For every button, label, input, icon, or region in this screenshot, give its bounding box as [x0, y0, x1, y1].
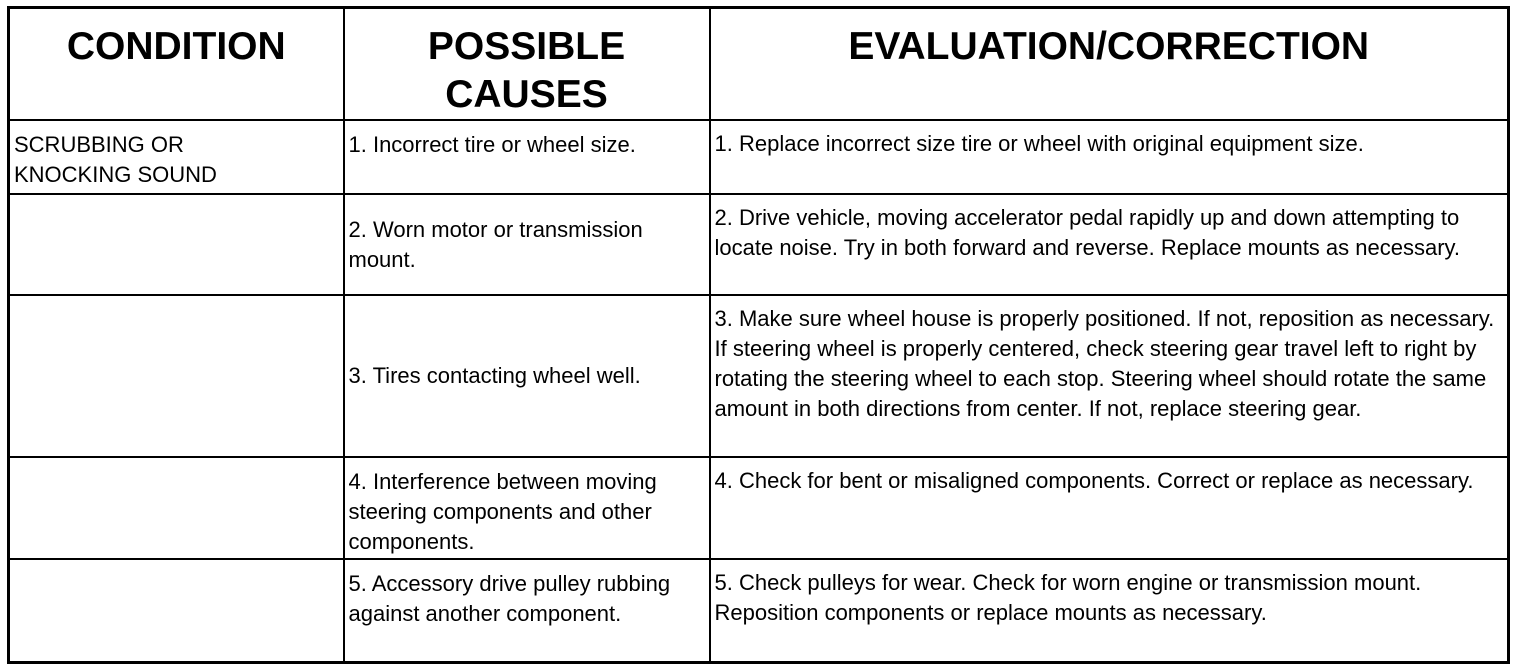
condition-line2: KNOCKING SOUND: [14, 162, 217, 187]
table-row: [9, 457, 1509, 559]
header-evaluation-label: EVALUATION/CORRECTION: [848, 25, 1370, 68]
condition-line1: SCRUBBING OR: [14, 132, 184, 157]
cause-text: 4. Interference between moving steering components and other components.: [348, 469, 657, 554]
cause-cell: [344, 559, 710, 662]
header-possible-causes-line2: CAUSES: [445, 73, 608, 116]
table-row: [9, 295, 1509, 457]
correction-text: 5. Check pulleys for wear. Check for worn engine or transmission mount. Reposition components or replace mounts as necessary.: [714, 570, 1422, 625]
cause-text: 2. Worn motor or transmission mount.: [348, 216, 643, 272]
cause-cell: [344, 457, 710, 559]
correction-text: 1. Replace incorrect size tire or wheel with original equipment size.: [714, 131, 1364, 156]
header-possible-causes: [344, 8, 710, 121]
header-row: [9, 8, 1509, 121]
diagnosis-table: [7, 6, 1510, 664]
cause-text: 3. Tires contacting wheel well.: [348, 363, 641, 388]
condition-cell-empty: [9, 457, 344, 559]
table-row: [9, 120, 1509, 194]
correction-text: 4. Check for bent or misaligned components. Correct or replace as necessary.: [714, 468, 1474, 493]
correction-cell: [710, 559, 1509, 662]
cause-cell: [344, 120, 710, 194]
header-condition: [9, 8, 344, 121]
header-possible-causes-line1: POSSIBLE: [427, 25, 626, 68]
cause-cell: [344, 295, 710, 457]
condition-cell-empty: [9, 559, 344, 662]
correction-cell: [710, 194, 1509, 295]
condition-cell: [9, 120, 344, 194]
correction-cell: [710, 457, 1509, 559]
correction-cell: [710, 295, 1509, 457]
cause-cell: [344, 194, 710, 295]
cause-text: 1. Incorrect tire or wheel size.: [348, 132, 636, 157]
correction-cell: [710, 120, 1509, 194]
cause-text: 5. Accessory drive pulley rubbing against another component.: [348, 571, 671, 626]
correction-text: 2. Drive vehicle, moving accelerator pedal rapidly up and down attempting to locate noise. Try in both forward and reverse. Replace mounts as necessary.: [714, 205, 1461, 260]
header-condition-label: CONDITION: [66, 25, 286, 68]
table-row: [9, 194, 1509, 295]
header-evaluation-correction: [710, 8, 1509, 121]
condition-cell-empty: [9, 295, 344, 457]
table-row: [9, 559, 1509, 662]
correction-text: 3. Make sure wheel house is properly positioned. If not, reposition as necessary. If steering wheel is properly centered, check steering gear travel left to right by rotating the steering wheel to each stop. Steering wheel should rotate the same amount in both directions from center. If not, replace steering gear.: [714, 306, 1495, 421]
condition-cell-empty: [9, 194, 344, 295]
